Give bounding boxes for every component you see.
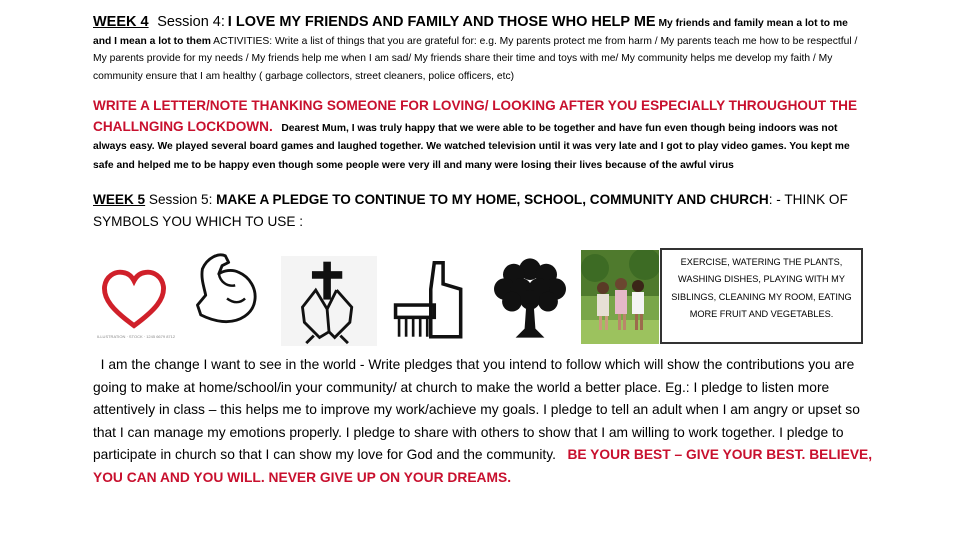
week5-title: MAKE A PLEDGE TO CONTINUE TO MY HOME, SCHOOL, COMMUNITY AND CHURCH [216, 192, 769, 207]
letter-body: Dearest Mum, I was truly happy that we were able to be together and have fun even though being indoors was not always easy. We played several board games and laughed together. We watched television until it was very late and I got to play video games. You kept me safe and helped me to be happy even though some people were very ill and many were losing their lives because of the awful virus [93, 122, 850, 171]
week4-activities: ACTIVITIES: Write a list of things that you are grateful for: e.g. My parents protect me from harm / My parents teach me how to be respectful / My parents provide for my needs / My friends help me when I am sad/ My friends share their time and toys with me/ My community helps me develop my faith / My community ensure that I am healthy ( garbage collectors, street cleaners, police officers, etc) [93, 35, 858, 82]
pledge-motto: BE YOUR BEST – GIVE YOUR BEST. BELIEVE, YOU CAN AND YOU WILL. NEVER GIVE UP ON YOUR DREAMS. [93, 447, 873, 485]
tree-icon [485, 252, 575, 344]
week5-instruction: : - THINK OF SYMBOLS YOU WHICH TO USE : [93, 192, 848, 229]
week5-label: WEEK 5 [93, 192, 146, 207]
heart-credit: ILLUSTRATION · STOCK · 1245 6679 8712 [97, 334, 176, 339]
pledge-paragraph [93, 354, 873, 489]
week5-session: Session 5: [148, 192, 213, 207]
pledge-text: I am the change I want to see in the world - Write pledges that you intend to follow which will show the contributions you are going to make at home/school/in your community/ at church to make the world a better place. Eg.: I pledge to listen more attentively in class – this helps me to improve my work/achieve my goals. I pledge to tell an adult when I am angry or upset so that I can manage my emotions properly. I pledge to share with others to show that I am willing to work together. I pledge to participate in church so that I can show my love for God and the community. [93, 357, 860, 462]
letter-section [93, 97, 863, 175]
week4-section [93, 14, 863, 85]
week4-intro: My friends and family mean a lot to me and I mean a lot to them [93, 18, 848, 47]
cleaning-brush-icon [385, 252, 473, 344]
week4-session: Session 4: [157, 14, 225, 30]
letter-heading: WRITE A LETTER/NOTE THANKING SOMEONE FOR LOVING/ LOOKING AFTER YOU ESPECIALLY THROUGHOUT THE CHALLNGING LOCKDOWN. [93, 98, 858, 134]
worksheet-page [93, 14, 863, 232]
chores-box: EXERCISE, WATERING THE PLANTS, WASHING DISHES, PLAYING WITH MY SIBLINGS, CLEANING MY ROOM, EATING MORE FRUIT AND VEGETABLES. [660, 248, 863, 344]
flexed-arm-icon [186, 246, 268, 328]
week4-label: WEEK 4 [93, 14, 149, 30]
children-photo [581, 250, 659, 344]
week4-title: I LOVE MY FRIENDS AND FAMILY AND THOSE WHO HELP ME [227, 14, 656, 30]
heart-icon [99, 264, 169, 334]
week5-section [93, 189, 863, 232]
praying-hands-cross-icon [281, 256, 377, 346]
symbols-row [93, 246, 863, 346]
